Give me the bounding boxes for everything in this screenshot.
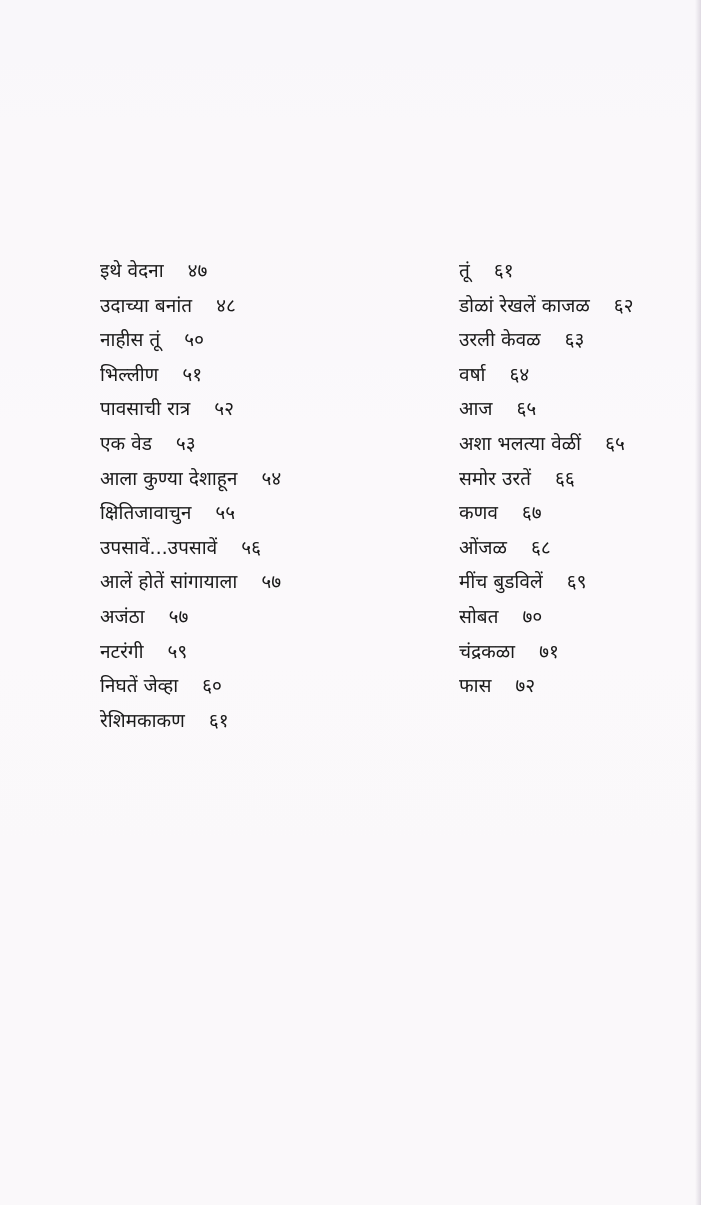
toc-entry-page-number: ६३ xyxy=(564,329,585,352)
toc-entry-title: कणव xyxy=(459,502,498,525)
toc-entry xyxy=(100,669,281,704)
toc-entry-title: भिल्लीण xyxy=(100,363,159,386)
toc-entry-title: ओंजळ xyxy=(459,536,507,559)
toc-entry xyxy=(100,358,281,393)
toc-entry-title: रेशिमकाकण xyxy=(100,709,185,732)
toc-entry-page-number: ५४ xyxy=(261,467,282,490)
toc-entry-title: अशा भलत्या वेळीं xyxy=(459,432,582,455)
toc-entry xyxy=(100,635,281,670)
toc-entry-title: नाहीस तूं xyxy=(100,329,161,352)
toc-entry xyxy=(100,531,281,566)
toc-entry xyxy=(100,323,281,358)
toc-entry xyxy=(459,392,634,427)
toc-entry-page-number: ६१ xyxy=(208,709,229,732)
toc-entry-title: समोर उरतें xyxy=(459,467,531,490)
toc-entry-page-number: ५५ xyxy=(215,502,236,525)
toc-entry-page-number: ६१ xyxy=(493,260,514,282)
toc-entry xyxy=(100,392,281,427)
toc-entry-page-number: ६९ xyxy=(566,571,587,594)
toc-entry xyxy=(100,704,281,739)
toc-entry-title: वर्षा xyxy=(459,363,486,386)
toc-entry xyxy=(100,427,281,462)
toc-entry-title: क्षितिजावाचुन xyxy=(100,502,192,525)
toc-entry xyxy=(459,565,634,600)
toc-entry xyxy=(100,565,281,600)
toc-entry xyxy=(100,254,281,289)
toc-entry-page-number: ६५ xyxy=(516,398,537,421)
toc-entry-title: एक वेड xyxy=(100,432,152,455)
toc-entry-title: पावसाची रात्र xyxy=(100,398,191,421)
toc-entry-page-number: ५१ xyxy=(182,363,203,386)
toc-entry xyxy=(459,635,634,670)
toc-entry-page-number: ६६ xyxy=(554,467,575,490)
toc-entry-title: तूं xyxy=(459,260,470,282)
toc-entry-title: डोळां रेखलें काजळ xyxy=(459,294,590,317)
toc-entry-page-number: ६५ xyxy=(605,432,625,455)
toc-entry xyxy=(100,600,281,635)
toc-entry-title: आलें होतें सांगायाला xyxy=(100,571,238,594)
toc-entry xyxy=(459,496,634,531)
toc-entry-title: चंद्रकळा xyxy=(459,640,516,663)
toc-entry-title: आला कुण्या देशाहून xyxy=(100,467,238,490)
toc-entry xyxy=(459,531,634,566)
toc-entry-page-number: ६७ xyxy=(521,502,542,525)
toc-right-column xyxy=(459,254,634,704)
toc-entry-title: निघतें जेव्हा xyxy=(100,675,179,698)
toc-entry-title: उदाच्या बनांत xyxy=(100,294,193,317)
toc-entry-page-number: ४८ xyxy=(216,294,236,317)
toc-entry-page-number: ५६ xyxy=(241,536,261,559)
toc-entry-title: सोबत xyxy=(459,605,499,628)
toc-entry-title: नटरंगी xyxy=(100,640,144,663)
toc-entry xyxy=(459,462,634,497)
toc-entry-page-number: ६८ xyxy=(530,536,551,559)
toc-entry-title: इथे वेदना xyxy=(100,260,164,282)
toc-entry-title: अजंठा xyxy=(100,605,145,628)
toc-entry-page-number: ७२ xyxy=(515,675,536,698)
toc-entry xyxy=(459,358,634,393)
toc-entry-page-number: ५० xyxy=(184,329,204,352)
toc-entry xyxy=(459,427,634,462)
toc-entry-page-number: ५७ xyxy=(168,605,189,628)
toc-entry-page-number: ७० xyxy=(522,605,543,628)
toc-entry xyxy=(459,669,634,704)
toc-entry xyxy=(459,254,634,289)
toc-entry-page-number: ४७ xyxy=(187,260,208,282)
toc-entry xyxy=(459,289,634,324)
toc-entry-page-number: ६४ xyxy=(509,363,530,386)
toc-entry xyxy=(100,462,281,497)
toc-entry-title: उरली केवळ xyxy=(459,329,541,352)
toc-entry-page-number: ५९ xyxy=(167,640,188,663)
toc-left-column xyxy=(100,254,281,738)
toc-entry xyxy=(459,323,634,358)
toc-entry xyxy=(100,289,281,324)
toc-entry-page-number: ५२ xyxy=(214,398,235,421)
toc-entry-page-number: ५३ xyxy=(175,432,196,455)
toc-entry-title: फास xyxy=(459,675,492,698)
toc-entry-page-number: ७१ xyxy=(539,640,559,663)
page-edge-shadow xyxy=(695,0,701,1205)
toc-entry-page-number: ६२ xyxy=(613,294,634,317)
toc-entry-page-number: ५७ xyxy=(261,571,282,594)
toc-entry-title: उपसावें...उपसावें xyxy=(100,536,218,559)
toc-entry-title: मींच बुडविलें xyxy=(459,571,543,594)
toc-entry-title: आज xyxy=(459,398,493,421)
toc-entry xyxy=(459,600,634,635)
toc-entry-page-number: ६० xyxy=(202,675,222,698)
toc-entry xyxy=(100,496,281,531)
